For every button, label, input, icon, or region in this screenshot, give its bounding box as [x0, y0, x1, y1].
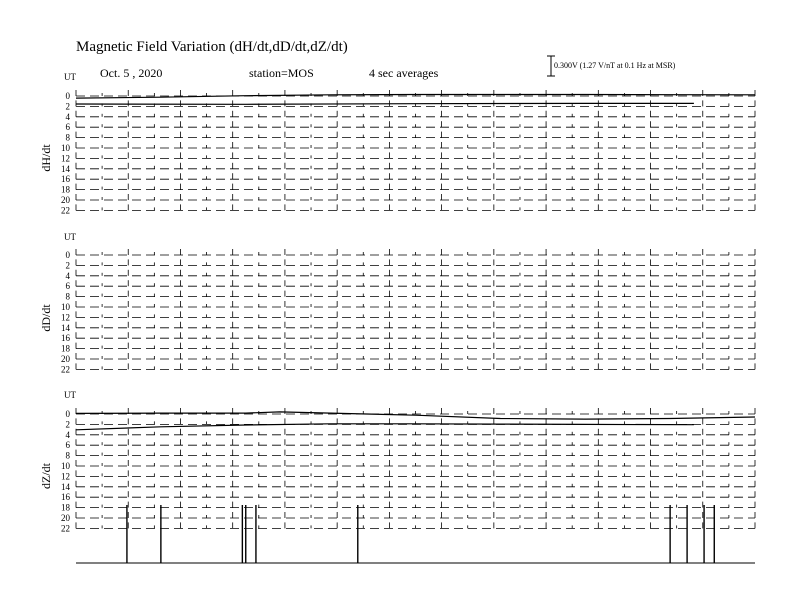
- row-tick-label: 0: [65, 250, 70, 260]
- row-tick-label: 6: [65, 122, 70, 133]
- row-tick-label: 16: [61, 174, 70, 185]
- row-tick-label: 20: [61, 195, 70, 205]
- trace-line-2: [76, 103, 694, 104]
- row-tick-label: 22: [61, 364, 70, 375]
- row-tick-label: 18: [61, 343, 70, 354]
- row-tick-label: 2: [65, 260, 70, 271]
- row-tick-label: 22: [61, 523, 70, 534]
- row-tick-label: 18: [61, 502, 70, 513]
- y-axis-label: dH/dt: [39, 144, 53, 172]
- scale-label: 0.300V (1.27 V/nT at 0.1 Hz at MSR): [554, 61, 676, 70]
- row-tick-label: 10: [61, 461, 70, 471]
- scale-bar: [547, 56, 555, 76]
- row-tick-label: 16: [61, 492, 70, 503]
- date-label: Oct. 5 , 2020: [100, 66, 163, 80]
- row-tick-label: 6: [65, 281, 70, 292]
- row-tick-label: 14: [61, 322, 70, 333]
- row-tick-label: 8: [65, 132, 70, 143]
- row-tick-label: 8: [65, 450, 70, 461]
- row-tick-label: 4: [65, 429, 70, 440]
- averaging-label: 4 sec averages: [369, 66, 439, 80]
- y-axis-label: dZ/dt: [39, 463, 53, 489]
- row-tick-label: 22: [61, 205, 70, 216]
- row-tick-label: 20: [61, 354, 70, 364]
- panel-dz-dt: [39, 390, 755, 563]
- panel-dd-dt: [39, 232, 755, 374]
- row-tick-label: 2: [65, 419, 70, 430]
- row-tick-label: 10: [61, 143, 70, 153]
- station-label: station=MOS: [249, 66, 314, 80]
- row-tick-label: 8: [65, 291, 70, 302]
- row-tick-label: 12: [61, 471, 70, 482]
- row-tick-label: 14: [61, 163, 70, 174]
- ut-axis-label: UT: [64, 232, 76, 242]
- y-axis-label: dD/dt: [39, 304, 53, 332]
- ut-axis-label: UT: [64, 390, 76, 400]
- row-tick-label: 0: [65, 409, 70, 419]
- row-tick-label: 2: [65, 101, 70, 112]
- panel-dh-dt: [39, 72, 755, 215]
- row-tick-label: 10: [61, 302, 70, 312]
- row-tick-label: 4: [65, 111, 70, 122]
- row-tick-label: 16: [61, 333, 70, 344]
- ut-axis-label: UT: [64, 72, 76, 82]
- row-tick-label: 0: [65, 91, 70, 101]
- row-tick-label: 12: [61, 153, 70, 164]
- row-tick-label: 18: [61, 184, 70, 195]
- row-tick-label: 4: [65, 270, 70, 281]
- row-tick-label: 6: [65, 440, 70, 451]
- row-tick-label: 20: [61, 513, 70, 523]
- row-tick-label: 12: [61, 312, 70, 323]
- chart-title: Magnetic Field Variation (dH/dt,dD/dt,dZ/dt): [76, 39, 348, 55]
- row-tick-label: 14: [61, 481, 70, 492]
